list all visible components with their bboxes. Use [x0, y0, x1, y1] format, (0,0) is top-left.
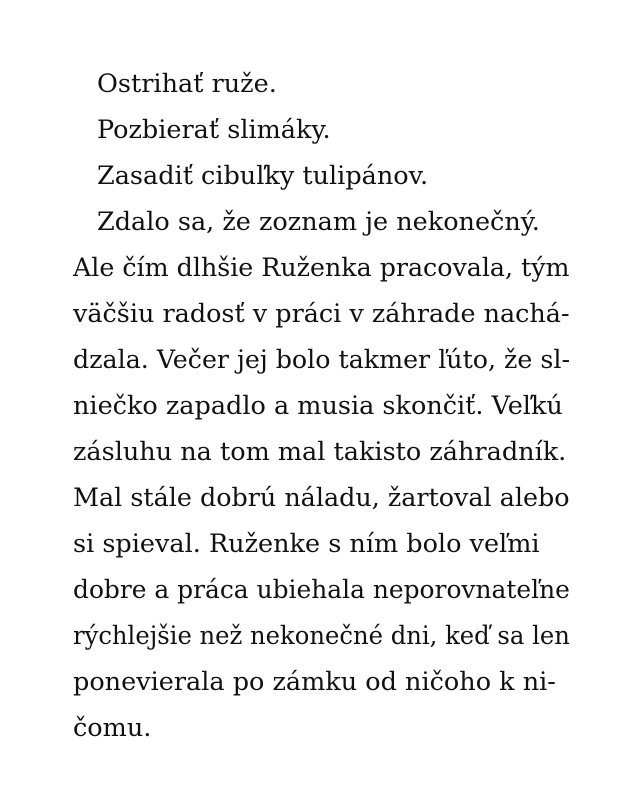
text-line: Pozbierať slimáky. [97, 115, 331, 145]
text-line: ponevierala po zámku od ničoho k ni- [73, 667, 556, 697]
text-line: zásluhu na tom mal takisto záhradník. [73, 437, 567, 467]
text-line: Zdalo sa, že zoznam je nekonečný. [97, 207, 540, 237]
text-line: dzala. Večer jej bolo takmer ľúto, že sl- [73, 345, 571, 375]
text-line: Ale čím dlhšie Ruženka pracovala, tým [73, 253, 570, 283]
text-line: Zasadiť cibuľky tulipánov. [97, 161, 429, 191]
text-line: Ostrihať ruže. [97, 69, 277, 99]
text-line: čomu. [73, 713, 152, 743]
text-line: rýchlejšie než nekonečné dni, keď sa len [73, 621, 570, 651]
text-line: väčšiu radosť v práci v záhrade nachá- [73, 299, 570, 329]
text-line: si spieval. Ruženke s ním bolo veľmi [73, 529, 540, 559]
text-line: niečko zapadlo a musia skončiť. Veľkú [73, 391, 563, 421]
text-line: dobre a práca ubiehala neporovnateľne [73, 575, 570, 605]
text-line: Mal stále dobrú náladu, žartoval alebo [73, 483, 570, 513]
